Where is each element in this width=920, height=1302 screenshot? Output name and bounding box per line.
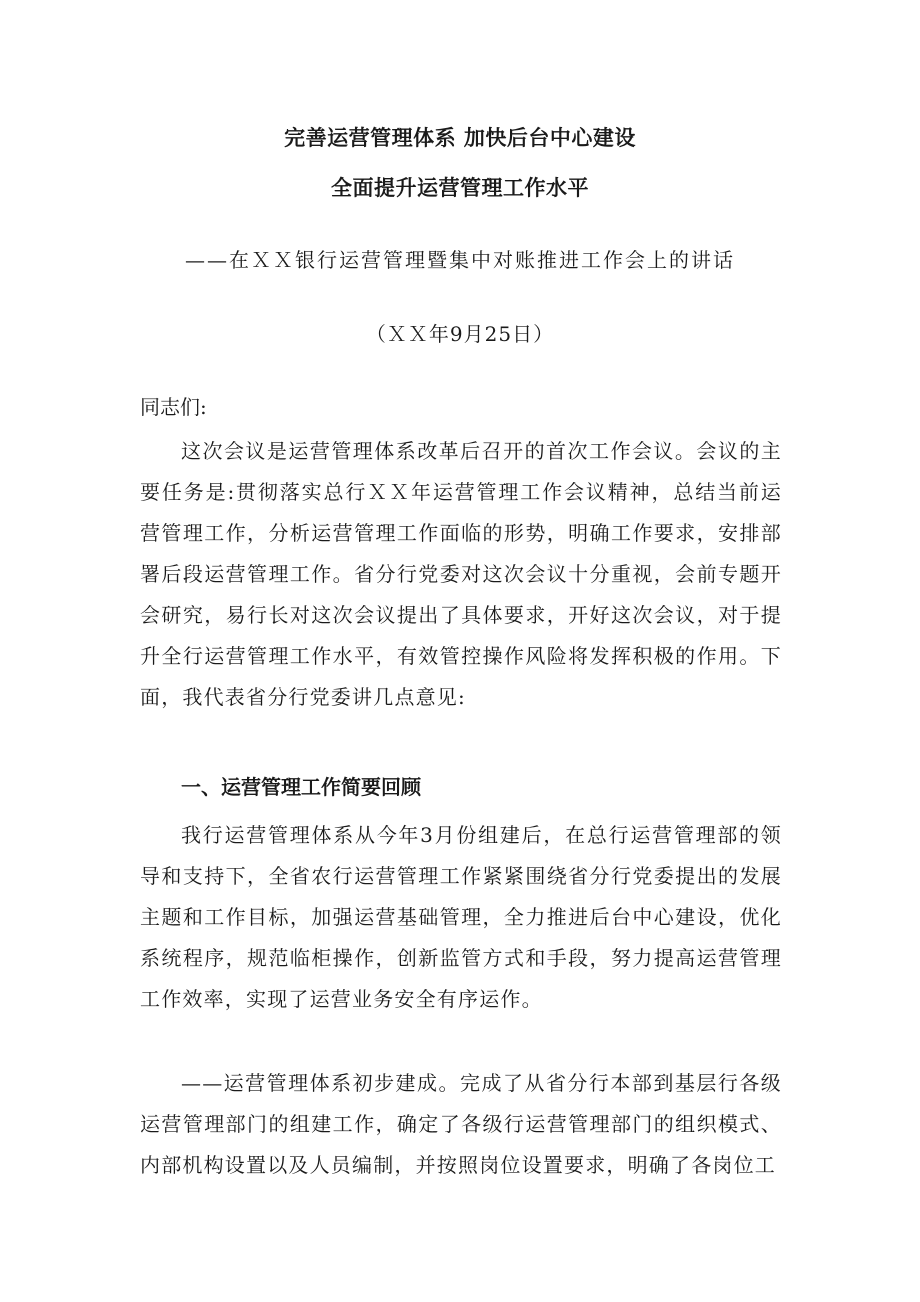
document-title-line-1: 完善运营管理体系 加快后台中心建设 — [284, 126, 636, 150]
salutation: 同志们: — [140, 395, 207, 419]
paragraph-intro: 这次会议是运营管理体系改革后召开的首次工作会议。会议的主要任务是:贯彻落实总行ＸＸ年运营管理工作会议精神，总结当前运营管理工作，分析运营管理工作面临的形势，明确工作要求，安排部署后段运营管理工作。省分行党委对这次会议十分重视，会前专题开会研究，易行长对这次会议提出了具体要求，开好这次会议，对于提升全行运营管理工作水平，有效管控操作风险将发挥积极的作用。下面，我代表省分行党委讲几点意见: — [140, 439, 782, 709]
paragraph-review: 我行运营管理体系从今年3月份组建后，在总行运营管理部的领导和支持下，全省农行运营管理工作紧紧围绕省分行党委提出的发展主题和工作目标，加强运营基础管理，全力推进后台中心建设，优化系统程序，规范临柜操作，创新监管方式和手段，努力提高运营管理工作效率，实现了运营业务安全有序运作。 — [140, 823, 782, 1011]
section-heading: 一、运营管理工作简要回顾 — [181, 775, 421, 799]
document-date: （ＸＸ年9月25日） — [365, 322, 555, 346]
document-subtitle: ——在ＸＸ银行运营管理暨集中对账推进工作会上的讲话 — [185, 248, 735, 272]
document-title-line-2: 全面提升运营管理工作水平 — [331, 176, 589, 200]
paragraph-system-built: ——运营管理体系初步建成。完成了从省分行本部到基层行各级运营管理部门的组建工作，确定了各级行运营管理部门的组织模式、内部机构设置以及人员编制，并按照岗位设置要求，明确了各岗位工 — [140, 1071, 782, 1177]
